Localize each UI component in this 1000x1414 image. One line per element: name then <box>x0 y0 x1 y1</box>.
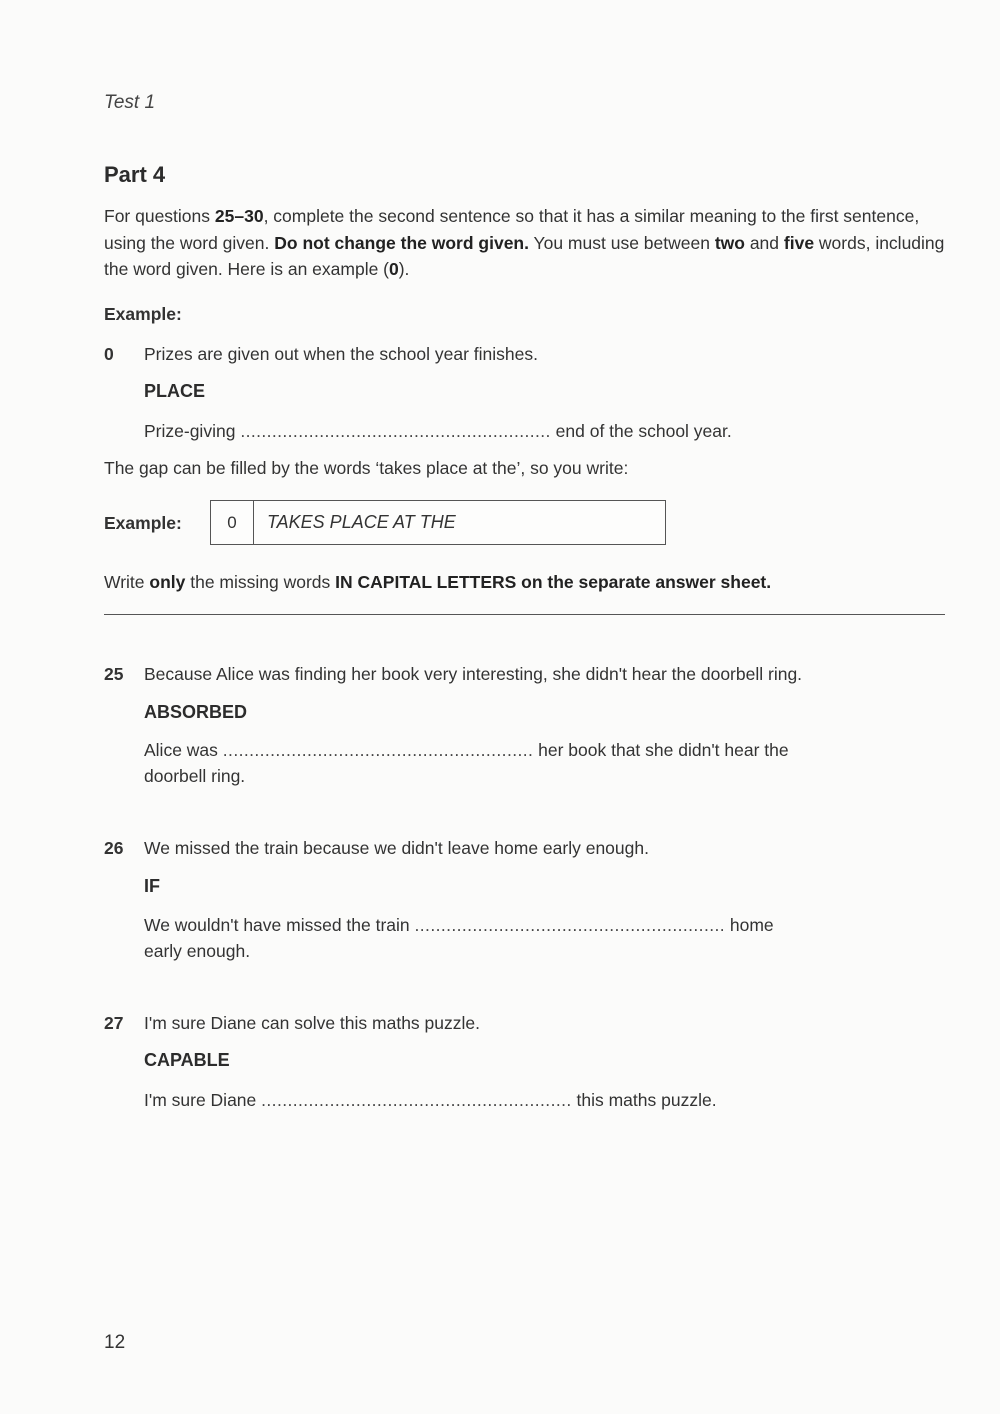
write-bold: only <box>149 572 186 592</box>
line-continuation: early enough. <box>144 941 251 961</box>
example-number: 0 <box>104 344 114 364</box>
part-title: Part 4 <box>104 162 166 187</box>
question-number: 26 <box>104 838 124 858</box>
question-keyword: IF <box>144 876 160 896</box>
instr-text: words, including the word given. Here is an example ( <box>104 232 945 279</box>
line-end: home <box>729 915 774 935</box>
question-number: 25 <box>104 664 124 684</box>
answer-gap: ........................................................... <box>261 1090 572 1110</box>
example-keyword: PLACE <box>144 381 206 401</box>
answer-gap: ........................................................... <box>222 740 534 760</box>
instr-text: and <box>744 232 784 253</box>
line-end: end of the school year. <box>555 421 732 441</box>
instr-bold: 0 <box>389 259 399 279</box>
answer-gap: ........................................................... <box>240 421 551 441</box>
example-answer-box <box>210 500 666 545</box>
question-number: 27 <box>104 1013 124 1033</box>
line-start: Prize-giving <box>144 421 236 441</box>
question-answer-line <box>144 737 914 789</box>
write-text: the missing words <box>185 572 336 592</box>
example-box-number: 0 <box>211 501 254 544</box>
example-heading: Example: <box>104 304 182 324</box>
instr-bold: Do not change the word given. <box>274 232 529 253</box>
example-box-label: Example: <box>104 513 182 533</box>
example-sentence: Prizes are given out when the school year finishes. <box>144 344 538 364</box>
instr-bold: 25–30 <box>214 206 264 226</box>
test-label: Test 1 <box>104 92 156 113</box>
question-keyword: CAPABLE <box>144 1050 230 1070</box>
question-keyword: ABSORBED <box>144 702 248 722</box>
question-answer-line <box>144 912 914 964</box>
instr-text: , complete the second sentence so that it has a similar meaning to the first sentence, using the word given. <box>104 206 920 253</box>
question-sentence: We missed the train because we didn't leave home early enough. <box>144 838 649 858</box>
example-answer-line <box>144 418 732 444</box>
line-start: We wouldn't have missed the train <box>144 915 410 935</box>
instr-text: For questions <box>104 206 215 226</box>
line-continuation: doorbell ring. <box>144 766 246 786</box>
example-explanation: The gap can be filled by the words ‘takes place at the’, so you write: <box>104 458 629 478</box>
part-instructions <box>104 203 949 283</box>
page-number: 12 <box>104 1332 126 1353</box>
line-end: this maths puzzle. <box>576 1090 717 1110</box>
question-sentence: Because Alice was finding her book very interesting, she didn't hear the doorbell ring. <box>144 664 803 684</box>
example-box-answer: TAKES PLACE AT THE <box>267 512 456 532</box>
divider-line <box>104 614 945 615</box>
instr-text: ). <box>398 259 410 279</box>
question-sentence: I'm sure Diane can solve this maths puzzle. <box>144 1013 480 1033</box>
instr-text: You must use between <box>528 232 715 253</box>
line-end: her book that she didn't hear the <box>538 740 789 760</box>
question-answer-line <box>144 1087 914 1113</box>
write-instruction <box>104 572 771 593</box>
instr-bold: two <box>714 232 745 253</box>
write-bold: IN CAPITAL LETTERS on the separate answer sheet. <box>335 572 772 592</box>
write-text: Write <box>104 572 150 592</box>
instr-bold: five <box>783 232 815 253</box>
answer-gap: ........................................................... <box>414 915 725 935</box>
line-start: I'm sure Diane <box>144 1090 257 1110</box>
line-start: Alice was <box>144 740 218 760</box>
